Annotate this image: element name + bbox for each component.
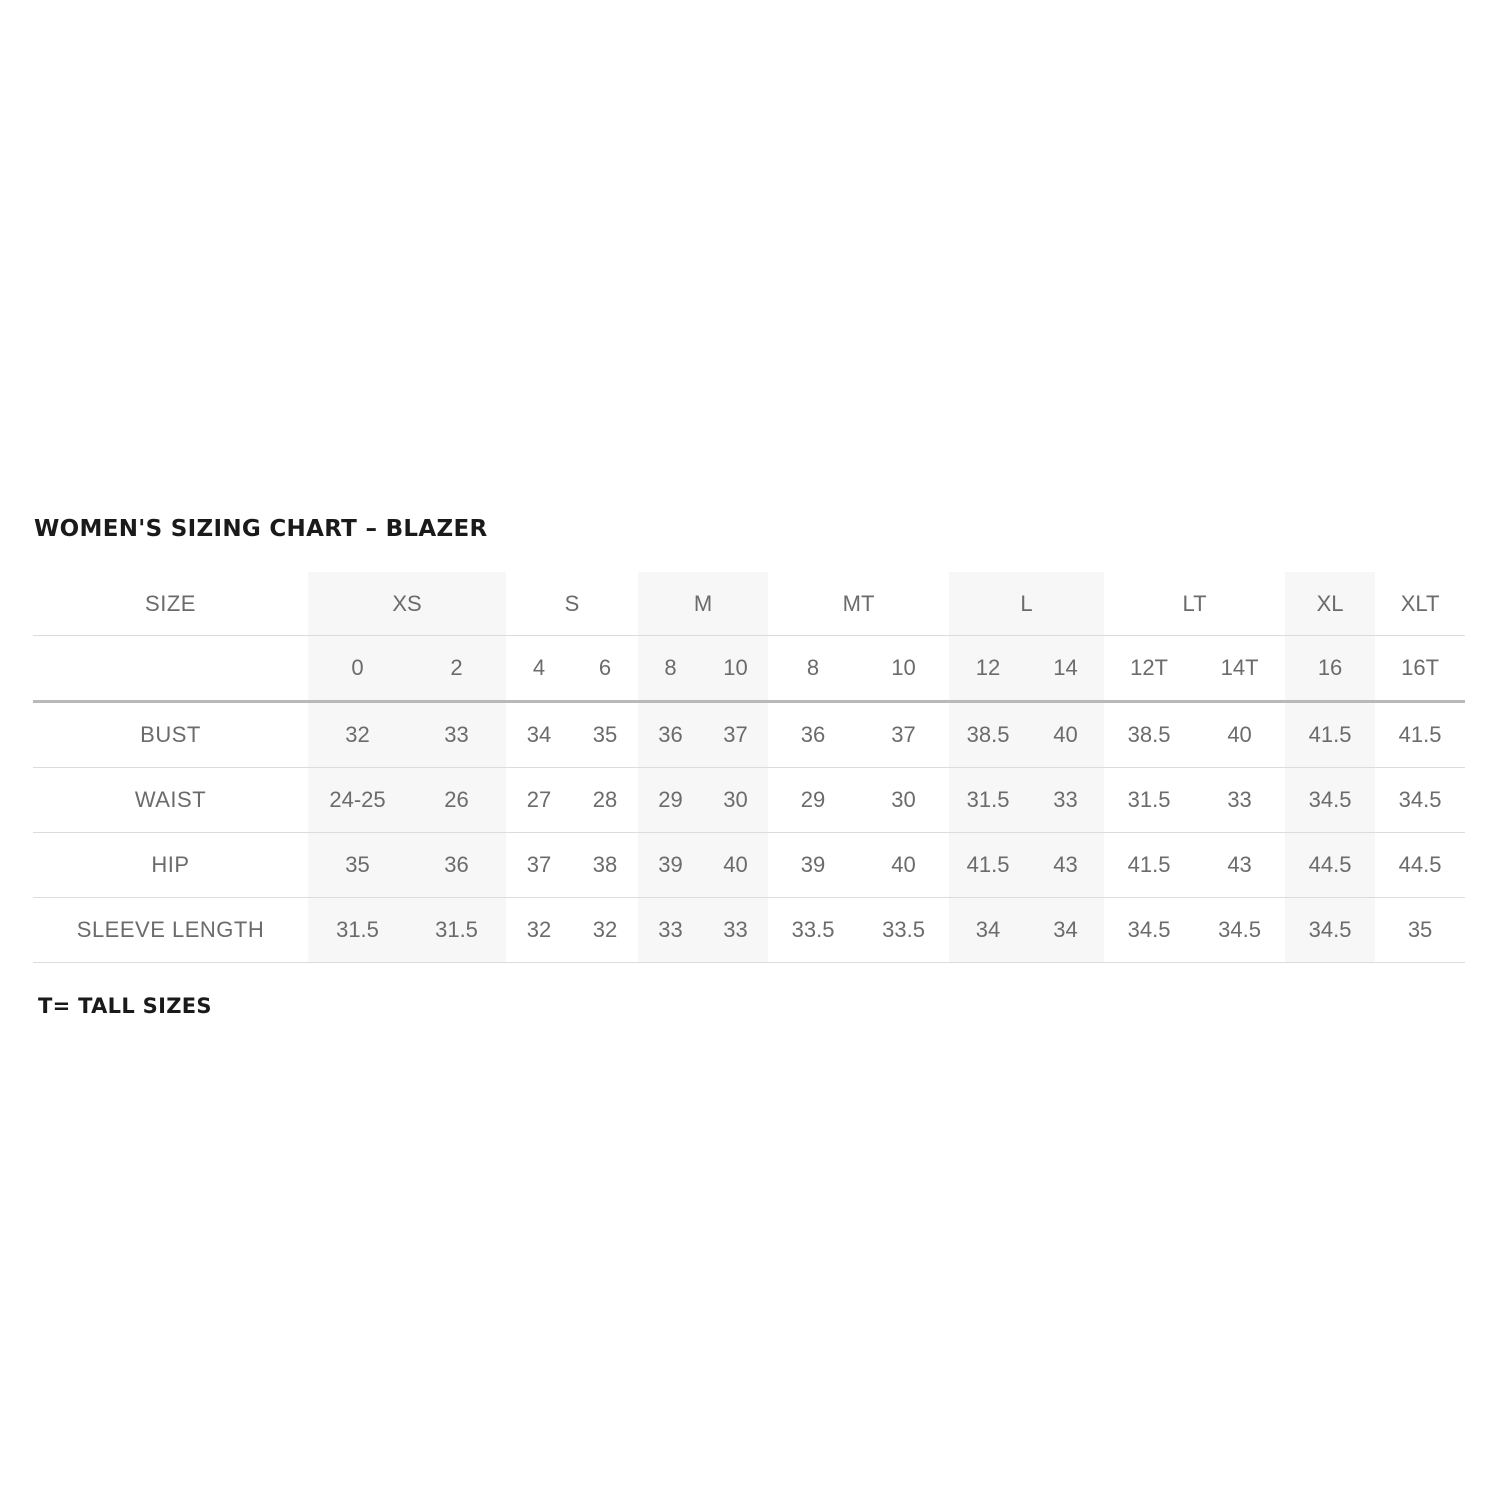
measurement-label: WAIST <box>33 768 308 833</box>
size-group-s: S <box>506 572 638 636</box>
measurement-value: 40 <box>1194 702 1285 768</box>
numeric-size: 12 <box>949 636 1027 702</box>
measurement-value: 26 <box>407 768 506 833</box>
measurement-value: 40 <box>1027 702 1104 768</box>
measurement-value: 34.5 <box>1285 898 1375 963</box>
measurement-value: 34.5 <box>1194 898 1285 963</box>
tall-sizes-note: T= TALL SIZES <box>38 994 212 1018</box>
measurement-value: 40 <box>703 833 768 898</box>
size-column-label: SIZE <box>33 572 308 636</box>
chart-title: WOMEN'S SIZING CHART – BLAZER <box>34 516 488 542</box>
measurement-value: 41.5 <box>1285 702 1375 768</box>
measurement-value: 33 <box>407 702 506 768</box>
measurement-value: 38.5 <box>949 702 1027 768</box>
numeric-size: 10 <box>703 636 768 702</box>
size-group-lt: LT <box>1104 572 1285 636</box>
measurement-value: 35 <box>572 702 638 768</box>
measurement-value: 35 <box>1375 898 1465 963</box>
numeric-size: 2 <box>407 636 506 702</box>
measurement-value: 33.5 <box>858 898 949 963</box>
measurement-label: BUST <box>33 702 308 768</box>
measurement-value: 36 <box>407 833 506 898</box>
measurement-value: 33 <box>1194 768 1285 833</box>
measurement-value: 33 <box>1027 768 1104 833</box>
measurement-value: 39 <box>638 833 703 898</box>
size-group-l: L <box>949 572 1104 636</box>
size-chart-table <box>33 572 1465 963</box>
measurement-value: 28 <box>572 768 638 833</box>
numeric-size: 4 <box>506 636 572 702</box>
measurement-value: 37 <box>858 702 949 768</box>
measurement-value: 32 <box>572 898 638 963</box>
measurement-value: 27 <box>506 768 572 833</box>
measurement-value: 43 <box>1027 833 1104 898</box>
measurement-value: 36 <box>768 702 858 768</box>
numeric-size: 0 <box>308 636 407 702</box>
measurement-value: 34 <box>1027 898 1104 963</box>
numeric-size: 14 <box>1027 636 1104 702</box>
measurement-value: 32 <box>506 898 572 963</box>
measurement-value: 34 <box>949 898 1027 963</box>
measurement-value: 31.5 <box>407 898 506 963</box>
numeric-size: 16T <box>1375 636 1465 702</box>
measurement-value: 34.5 <box>1285 768 1375 833</box>
measurement-value: 38.5 <box>1104 702 1194 768</box>
measurement-value: 44.5 <box>1285 833 1375 898</box>
size-group-header-row <box>33 572 1465 636</box>
measurement-value: 29 <box>638 768 703 833</box>
numeric-size: 14T <box>1194 636 1285 702</box>
measurement-value: 39 <box>768 833 858 898</box>
measurement-value: 32 <box>308 702 407 768</box>
size-group-xl: XL <box>1285 572 1375 636</box>
numeric-size: 12T <box>1104 636 1194 702</box>
measurement-value: 34 <box>506 702 572 768</box>
measurement-value: 24-25 <box>308 768 407 833</box>
measurement-value: 38 <box>572 833 638 898</box>
numeric-size: 8 <box>768 636 858 702</box>
measurement-value: 35 <box>308 833 407 898</box>
measurement-row-bust <box>33 702 1465 768</box>
measurement-value: 31.5 <box>308 898 407 963</box>
measurement-label: SLEEVE LENGTH <box>33 898 308 963</box>
measurement-value: 41.5 <box>1375 702 1465 768</box>
numeric-size: 16 <box>1285 636 1375 702</box>
measurement-value: 34.5 <box>1104 898 1194 963</box>
size-group-xlt: XLT <box>1375 572 1465 636</box>
measurement-value: 31.5 <box>949 768 1027 833</box>
measurement-row-waist <box>33 768 1465 833</box>
size-group-mt: MT <box>768 572 949 636</box>
measurement-value: 30 <box>703 768 768 833</box>
measurement-row-sleeve-length <box>33 898 1465 963</box>
measurement-value: 41.5 <box>1104 833 1194 898</box>
measurement-value: 37 <box>703 702 768 768</box>
measurement-value: 44.5 <box>1375 833 1465 898</box>
numeric-size-corner <box>33 636 308 702</box>
numeric-size: 6 <box>572 636 638 702</box>
measurement-value: 41.5 <box>949 833 1027 898</box>
measurement-value: 33.5 <box>768 898 858 963</box>
measurement-label: HIP <box>33 833 308 898</box>
size-group-m: M <box>638 572 768 636</box>
numeric-size: 8 <box>638 636 703 702</box>
numeric-size: 10 <box>858 636 949 702</box>
measurement-value: 34.5 <box>1375 768 1465 833</box>
measurement-row-hip <box>33 833 1465 898</box>
measurement-value: 43 <box>1194 833 1285 898</box>
measurement-value: 36 <box>638 702 703 768</box>
measurement-value: 29 <box>768 768 858 833</box>
measurement-value: 33 <box>703 898 768 963</box>
measurement-value: 30 <box>858 768 949 833</box>
measurement-value: 40 <box>858 833 949 898</box>
measurement-value: 33 <box>638 898 703 963</box>
numeric-size-row <box>33 636 1465 702</box>
size-group-xs: XS <box>308 572 506 636</box>
measurement-value: 31.5 <box>1104 768 1194 833</box>
measurement-value: 37 <box>506 833 572 898</box>
